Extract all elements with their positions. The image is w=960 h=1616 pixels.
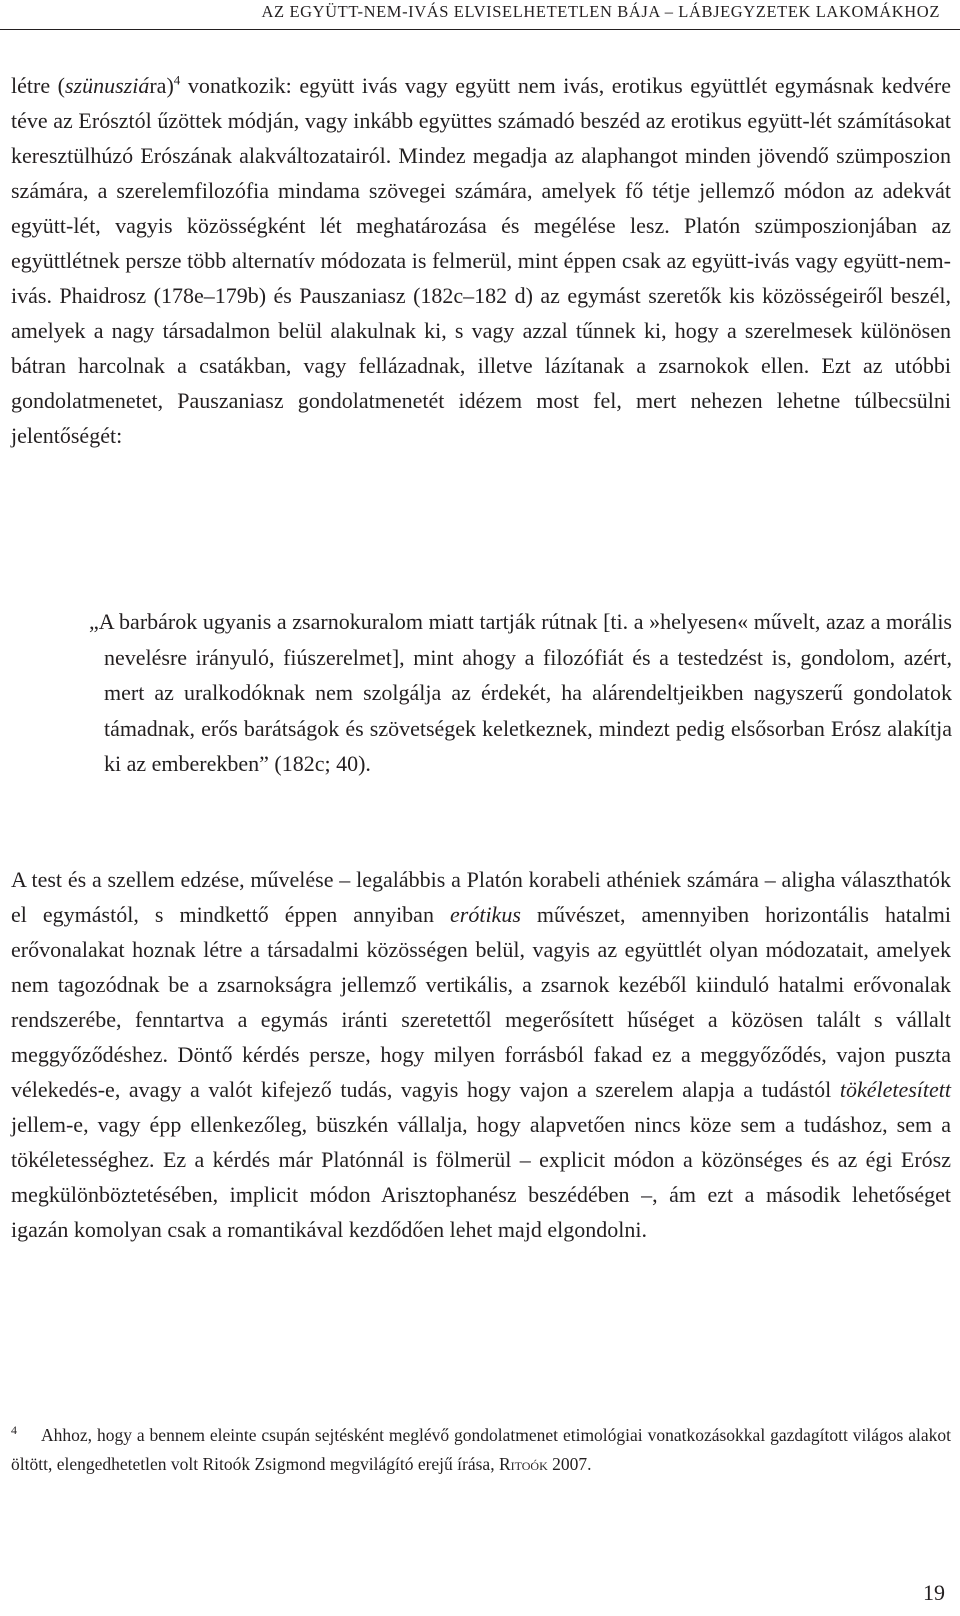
p2-italic-1: erótikus (450, 902, 521, 927)
p1-text-start: létre ( (11, 73, 65, 98)
p1-text-after-italic: ra) (149, 73, 174, 98)
footnote-text-before: Ahhoz, hogy a bennem eleinte csupán sejtésként meglévő gondolatmenet etimológiai vonatkozásokkal gazdagított világos alakot öltött, elengedhetetlen volt Ritoók Zsigmond megvilágító erejű írása, (11, 1425, 951, 1474)
footnote-text-after: 2007. (547, 1453, 592, 1474)
p2-text-part-2: művészet, amennyiben horizontális hatalmi erővonalakat hoznak létre a társadalmi közösségen belül, vagyis az együttlét olyan módozatait, amelyek nem tagozódnak be a zsarnokságra jellemző vertikális, a zsarnok kezéből kiinduló hatalmi erővonalak rendszerébe, fenntartva a egymás iránti szeretettől megerősített hűséget a közösen talált s vállalt meggyőződéshez. Döntő kérdés persze, hogy milyen forrásból fakad ez a meggyőződés, vajon puszta vélekedés-e, avagy a valót kifejező tudás, vagyis hogy vajon a szerelem alapja a tudástól (11, 902, 951, 1102)
p2-italic-2: tökéletesített (839, 1077, 951, 1102)
p2-text-part-3: jellem-e, vagy épp ellenkezőleg, büszkén vállalja, hogy alapvetően nincs köze sem a tudáshoz, sem a tökéletességhez. Ez a kérdés már Platónnál is fölmerül – explicit módon a közönséges és az égi Erósz megkülönböztetésében, implicit módon Arisztophanész beszédében –, ám ezt a második lehetőséget igazán komolyan csak a romantikával kezdődően lehet majd elgondolni. (11, 1112, 951, 1242)
block-quote: „A barbárok ugyanis a zsarnokuralom miatt tartják rútnak [ti. a »helyesen« művelt, azaz a morális nevelésre irányuló, fiúszerelmet], mint ahogy a filozófiát és a testedzést is, gondolom, azért, mert az uralkodóknak nem szolgálja az érdekét, ha alárendeltjeikben nagyszerű gondolatok támadnak, erős barátságok és szövetségek keletkeznek, mindezt pedig elsősorban Erósz alakítja ki az emberekben” (182c; 40). (89, 609, 952, 776)
paragraph-2 (11, 862, 951, 1247)
p1-text-rest: vonatkozik: együtt ivás vagy együtt nem ivás, erotikus együttlét egymásnak kedvére téve az Erósztól űzöttek módján, vagy inkább együttes számadó beszéd az erotikus együtt-lét számításokat keresztülhúzó Erószának alakváltozatairól. Mindez megadja az alaphangot minden jövendő szümposzion számára, a szerelemfilozófia mindama szövegei számára, amelyek fő tétje jellemző módon az adekvát együtt-lét, vagyis közösségként lét meghatározása és megélése lesz. Platón szümposzionjában az együttlétnek persze több alternatív módozata is felmerül, mint éppen csak az együtt-ivás vagy együtt-nem-ivás. Phaidrosz (178e–179b) és Pauszaniasz (182c–182 d) az egymást szeretők kis közösségeiről beszél, amelyek a nagy társadalmon belül alakulnak ki, s vagy azzal tűnnek ki, hogy a szerelmesek különösen bátran harcolnak a csatákban, vagy fellázadnak, illetve lázítanak a zsarnokok ellen. Ezt az utóbbi gondolatmenetet, Pauszaniasz gondolatmenetét idézem most fel, mert nehezen lehetne túlbecsülni jelentőségét: (11, 73, 952, 448)
running-header: AZ EGYÜTT-NEM-IVÁS ELVISELHETETLEN BÁJA – LÁBJEGYZETEK LAKOMÁKHOZ (261, 2, 940, 21)
p2-text-part-1: A test és a szellem edzése, művelése – legalábbis a Platón korabeli athéniek számára – aligha választhatók el egymástól, s mindkettő éppen annyiban (11, 867, 951, 927)
footnote-reference[interactable]: 4 (173, 72, 181, 88)
paragraph-1 (11, 68, 951, 453)
p1-italic-term: szünusziá (65, 73, 150, 98)
footnote-cited-author: Ritoók (498, 1453, 548, 1474)
header-rule (0, 29, 960, 30)
footnote: 4 Ahhoz, hogy a bennem eleinte csupán sejtésként meglévő gondolatmenet etimológiai vonatkozásokkal gazdagított világos alakot öltött, elengedhetetlen volt Ritoók Zsigmond megvilágító erejű írása, Ritoók 2007. (11, 1423, 951, 1474)
page-number: 19 (923, 1580, 945, 1605)
